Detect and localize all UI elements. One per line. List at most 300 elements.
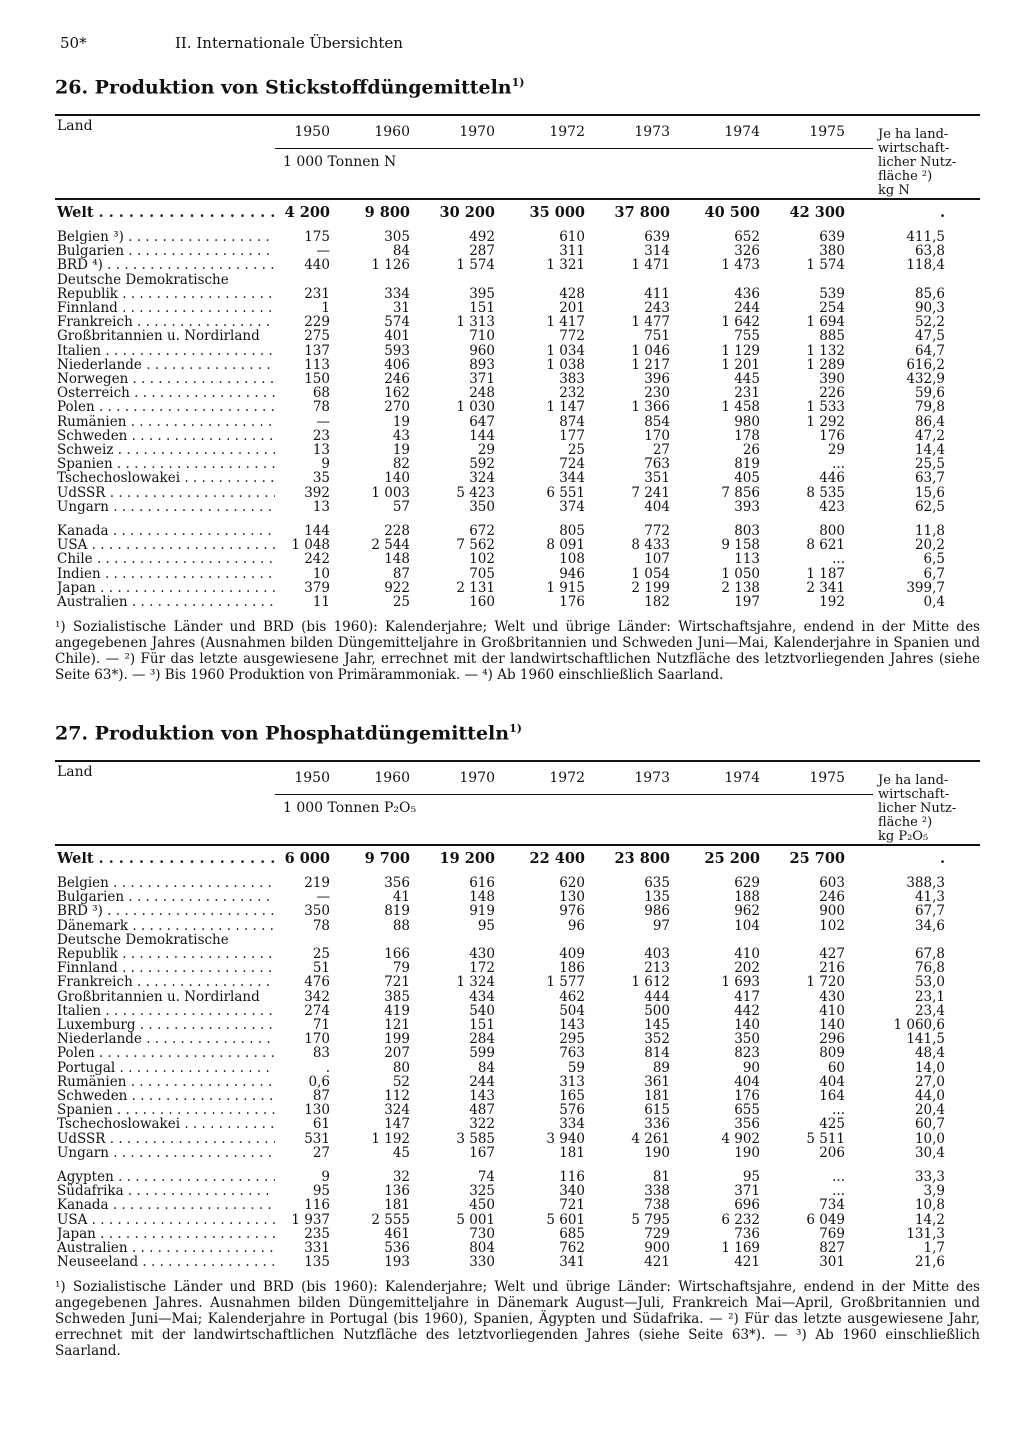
cell-value: 5 795 — [631, 1211, 670, 1228]
column-header-year: 1974 — [724, 770, 760, 786]
table-row — [55, 876, 980, 890]
cell-value: 83 — [312, 1045, 330, 1062]
table-row — [55, 1241, 980, 1255]
per-ha-header-line: fläche ²) — [878, 815, 933, 830]
cell-per-ha: 20,4 — [914, 1102, 945, 1119]
cell-value: 383 — [559, 371, 585, 387]
cell-value: 188 — [734, 889, 760, 906]
cell-value: 30 200 — [439, 204, 495, 221]
cell-value: 32 — [392, 1169, 410, 1185]
cell-value: 322 — [469, 1116, 495, 1133]
country-name: Schweden . . . — [57, 429, 275, 443]
cell-value: 162 — [384, 385, 410, 402]
cell-value: 696 — [734, 1197, 760, 1214]
country-name: Frankreich . . . — [57, 315, 275, 329]
cell-value: 113 — [734, 551, 760, 568]
table-row — [55, 552, 980, 566]
cell-value: 385 — [384, 988, 410, 1005]
table-row — [55, 1046, 980, 1060]
cell-value: 393 — [734, 498, 760, 515]
table-row — [55, 990, 980, 1004]
cell-per-ha: 90,3 — [914, 300, 945, 316]
table-row — [55, 443, 980, 457]
cell-value: 25 — [312, 946, 330, 962]
cell-value: 2 131 — [456, 579, 495, 596]
column-header-year: 1960 — [374, 770, 410, 786]
cell-value: 755 — [734, 328, 760, 345]
cell-value: 130 — [304, 1102, 330, 1119]
table-row — [55, 975, 980, 989]
cell-per-ha: 41,3 — [914, 889, 945, 906]
column-header-year: 1973 — [634, 124, 670, 140]
cell-per-ha: 14,4 — [914, 442, 945, 458]
cell-value: 446 — [819, 470, 845, 487]
cell-value: 593 — [384, 342, 410, 359]
cell-value: 874 — [559, 413, 585, 430]
cell-value: 228 — [384, 523, 410, 539]
cell-value: 144 — [304, 523, 330, 539]
country-name: Ungarn . . . — [57, 500, 275, 514]
cell-per-ha: 30,4 — [914, 1144, 945, 1161]
cell-value: 476 — [304, 974, 330, 991]
cell-value: 919 — [469, 903, 495, 920]
cell-value: 710 — [469, 328, 495, 345]
table-header — [55, 760, 980, 846]
cell-value: 144 — [469, 427, 495, 444]
cell-per-ha: . — [939, 850, 945, 867]
cell-per-ha: 76,8 — [914, 960, 945, 977]
country-name: Finnland . . . — [57, 961, 275, 975]
cell-value: 270 — [384, 399, 410, 416]
cell-value: 150 — [304, 371, 330, 387]
cell-value: 145 — [644, 1017, 670, 1033]
table-title-note: 1) — [509, 722, 522, 735]
cell-value: ... — [832, 1169, 845, 1185]
cell-value: 672 — [469, 523, 495, 539]
country-name: Indien . . . — [57, 567, 275, 581]
cell-value: 772 — [644, 523, 670, 539]
table-row — [55, 1184, 980, 1198]
cell-per-ha: 118,4 — [906, 257, 945, 274]
cell-value: ... — [832, 1102, 845, 1119]
cell-value: 1 477 — [631, 314, 670, 331]
cell-value: 599 — [469, 1045, 495, 1062]
cell-value: 213 — [644, 960, 670, 977]
cell-value: 423 — [819, 498, 845, 515]
cell-value: 922 — [384, 579, 410, 596]
cell-value: 57 — [392, 498, 410, 515]
cell-value: 313 — [559, 1073, 585, 1090]
cell-value: 176 — [819, 427, 845, 444]
cell-value: 434 — [469, 988, 495, 1005]
cell-value: 135 — [644, 889, 670, 906]
country-name: Ungarn . . . — [57, 1146, 275, 1160]
cell-value: 25 — [392, 594, 410, 610]
cell-value: 1 050 — [721, 565, 760, 582]
cell-value: 107 — [644, 551, 670, 568]
cell-value: 371 — [469, 371, 495, 387]
cell-value: 45 — [392, 1144, 410, 1161]
cell-value: 893 — [469, 356, 495, 373]
cell-value: 167 — [469, 1144, 495, 1161]
cell-per-ha: 10,8 — [914, 1197, 945, 1214]
cell-value: 356 — [734, 1116, 760, 1133]
per-ha-header-line: Je ha land- — [878, 773, 949, 788]
cell-value: 116 — [304, 1197, 330, 1214]
cell-value: 430 — [819, 988, 845, 1005]
cell-value: 721 — [384, 974, 410, 991]
country-name: Tschechoslowakei . . . — [57, 471, 275, 485]
cell-value: — — [316, 889, 330, 906]
cell-value: 219 — [304, 875, 330, 891]
cell-value: 1 147 — [546, 399, 585, 416]
cell-value: 405 — [734, 470, 760, 487]
country-name: Belgien . . . — [57, 876, 275, 890]
country-name: Deutsche Demokratische — [57, 932, 229, 947]
cell-value: 331 — [304, 1240, 330, 1256]
cell-value: 411 — [644, 285, 670, 302]
cell-value: 380 — [819, 243, 845, 260]
cell-value: 325 — [469, 1183, 495, 1200]
cell-value: 10 — [312, 565, 330, 582]
country-name: BRD ³) . . . — [57, 904, 275, 918]
cell-value: 88 — [392, 917, 410, 934]
country-name: Schweden . . . — [57, 1089, 275, 1103]
table-body — [55, 200, 980, 613]
cell-per-ha: 131,3 — [906, 1225, 945, 1242]
cell-value: 8 535 — [806, 484, 845, 501]
cell-value: 5 601 — [546, 1211, 585, 1228]
cell-value: 41 — [392, 889, 410, 906]
country-name: USA . . . — [57, 1213, 275, 1227]
table-row — [55, 273, 980, 287]
cell-value: 31 — [392, 300, 410, 316]
cell-value: 450 — [469, 1197, 495, 1214]
cell-value: 946 — [559, 565, 585, 582]
column-header-year: 1970 — [459, 770, 495, 786]
cell-value: 143 — [559, 1017, 585, 1033]
country-name: USA . . . — [57, 538, 275, 552]
table-row — [55, 1255, 980, 1269]
table-row — [55, 1004, 980, 1018]
cell-value: 763 — [644, 456, 670, 473]
cell-value: 738 — [644, 1197, 670, 1214]
cell-value: 1 169 — [721, 1240, 760, 1256]
cell-value: 635 — [644, 875, 670, 891]
cell-per-ha: 34,6 — [914, 917, 945, 934]
cell-value: 615 — [644, 1102, 670, 1119]
cell-value: 1 030 — [456, 399, 495, 416]
cell-value: 340 — [559, 1183, 585, 1200]
country-name: Welt . . . — [57, 206, 275, 220]
country-name: Japan . . . — [57, 1227, 275, 1241]
country-name: Ägypten . . . — [57, 1170, 275, 1184]
cell-value: 175 — [304, 229, 330, 245]
cell-value: 334 — [384, 285, 410, 302]
table-row — [55, 538, 980, 552]
country-name: Südafrika . . . — [57, 1184, 275, 1198]
cell-value: 730 — [469, 1225, 495, 1242]
cell-value: 275 — [304, 328, 330, 345]
cell-value: 620 — [559, 875, 585, 891]
cell-value: 338 — [644, 1183, 670, 1200]
table-row — [55, 315, 980, 329]
cell-value: 819 — [734, 456, 760, 473]
cell-value: 95 — [477, 917, 495, 934]
cell-value: 409 — [559, 946, 585, 962]
unit-rule — [275, 794, 873, 795]
cell-value: 440 — [304, 257, 330, 274]
cell-per-ha: 67,7 — [914, 903, 945, 920]
cell-value: 1 132 — [806, 342, 845, 359]
cell-value: 395 — [469, 285, 495, 302]
cell-value: 61 — [312, 1116, 330, 1133]
cell-value: 295 — [559, 1031, 585, 1048]
table-row — [55, 1132, 980, 1146]
country-name: BRD ⁴) . . . — [57, 258, 275, 272]
cell-value: 178 — [734, 427, 760, 444]
cell-value: 164 — [819, 1088, 845, 1104]
cell-value: 84 — [477, 1059, 495, 1076]
table-title-text: 26. Produktion von Stickstoffdüngemitteln — [55, 76, 512, 99]
table-row — [55, 258, 980, 272]
cell-value: 392 — [304, 484, 330, 501]
cell-value: 410 — [819, 1002, 845, 1019]
cell-value: 147 — [384, 1116, 410, 1133]
cell-value: 135 — [304, 1254, 330, 1271]
cell-per-ha: 53,0 — [914, 974, 945, 991]
cell-per-ha: 616,2 — [906, 356, 945, 373]
country-name: Australien . . . — [57, 1241, 275, 1255]
cell-value: 504 — [559, 1002, 585, 1019]
cell-per-ha: 23,4 — [914, 1002, 945, 1019]
cell-value: 436 — [734, 285, 760, 302]
per-ha-header-line: kg N — [878, 183, 910, 198]
cell-value: 6 000 — [284, 850, 330, 867]
cell-value: 199 — [384, 1031, 410, 1048]
country-name: Großbritannien u. Nordirland — [57, 989, 260, 1004]
cell-value: 421 — [734, 1254, 760, 1271]
column-header-land: Land — [57, 764, 93, 780]
cell-value: 27 — [312, 1144, 330, 1161]
cell-value: 112 — [384, 1088, 410, 1104]
cell-value: 226 — [819, 385, 845, 402]
cell-value: 80 — [392, 1059, 410, 1076]
world-total-row — [55, 852, 980, 866]
cell-value: 82 — [392, 456, 410, 473]
table-row — [55, 358, 980, 372]
cell-value: 462 — [559, 988, 585, 1005]
table-row — [55, 904, 980, 918]
cell-value: 23 — [312, 427, 330, 444]
cell-per-ha: 1,7 — [923, 1240, 945, 1256]
table-row — [55, 890, 980, 904]
cell-value: 1 574 — [456, 257, 495, 274]
cell-value: 7 241 — [631, 484, 670, 501]
table-row — [55, 1018, 980, 1032]
country-name: Rumänien . . . — [57, 1075, 275, 1089]
cell-value: 9 158 — [721, 537, 760, 554]
cell-value: 1 720 — [806, 974, 845, 991]
cell-per-ha: 47,5 — [914, 328, 945, 345]
cell-per-ha: 60,7 — [914, 1116, 945, 1133]
cell-value: 9 — [321, 1169, 330, 1185]
cell-per-ha: 23,1 — [914, 988, 945, 1005]
table-row — [55, 1117, 980, 1131]
table-body — [55, 846, 980, 1273]
cell-value: 724 — [559, 456, 585, 473]
cell-value: 23 800 — [614, 850, 670, 867]
cell-value: — — [316, 413, 330, 430]
cell-value: 192 — [819, 594, 845, 610]
table-row — [55, 1032, 980, 1046]
cell-value: 809 — [819, 1045, 845, 1062]
cell-value: 244 — [469, 1073, 495, 1090]
cell-value: 854 — [644, 413, 670, 430]
cell-value: 639 — [819, 229, 845, 245]
country-name: Großbritannien u. Nordirland — [57, 329, 260, 344]
country-name: Italien . . . — [57, 1004, 275, 1018]
cell-value: 371 — [734, 1183, 760, 1200]
cell-value: 444 — [644, 988, 670, 1005]
footnote: ¹) Sozialistische Länder und BRD (bis 1960): Kalenderjahre; Welt und übrige Länder: Wirtschaftsjahre, endend in der Mitte des angegebenen Jahres. Ausnahmen bilden Düngemitteljahre in Dänemark August—Juli, Frankreich Mai—April, Großbritannien und Schweden Juni—Mai; Kalenderjahre in Portugal (bis 1960), Spanien, Ägypten und Südafrika. — ²) Für das letzte ausgewiesene Jahr, errechnet mit der landwirtschaftlichen Nutzfläche des letztvorliegenden Jahres (siehe Seite 63*). — ³) Ab 1960 einschließlich Saarland. — [55, 1279, 980, 1360]
country-name: Spanien . . . — [57, 457, 275, 471]
cell-value: 102 — [469, 551, 495, 568]
cell-value: 5 001 — [456, 1211, 495, 1228]
column-header-per-ha — [878, 774, 978, 844]
cell-value: 22 400 — [529, 850, 585, 867]
cell-value: 610 — [559, 229, 585, 245]
per-ha-header-line: licher Nutz- — [878, 155, 957, 170]
cell-value: — — [316, 243, 330, 260]
cell-per-ha: 63,8 — [914, 243, 945, 260]
cell-value: 52 — [392, 1073, 410, 1090]
country-name: Luxemburg . . . — [57, 1018, 275, 1032]
cell-value: 445 — [734, 371, 760, 387]
per-ha-header-line: wirtschaft- — [878, 141, 950, 156]
cell-value: 616 — [469, 875, 495, 891]
column-header-land: Land — [57, 118, 93, 134]
cell-value: 232 — [559, 385, 585, 402]
country-name: Polen . . . — [57, 1046, 275, 1060]
table-row — [55, 457, 980, 471]
table-title-note: 1) — [511, 76, 525, 89]
table-row — [55, 486, 980, 500]
table-row — [55, 1146, 980, 1160]
cell-value: 96 — [567, 917, 585, 934]
cell-value: 301 — [819, 1254, 845, 1271]
cell-value: 8 433 — [631, 537, 670, 554]
cell-value: 71 — [312, 1017, 330, 1033]
cell-value: 95 — [312, 1183, 330, 1200]
table-row — [55, 567, 980, 581]
cell-value: 334 — [559, 1116, 585, 1133]
cell-value: 130 — [559, 889, 585, 906]
cell-value: 417 — [734, 988, 760, 1005]
cell-value: 102 — [819, 917, 845, 934]
cell-value: 244 — [734, 300, 760, 316]
cell-value: 181 — [559, 1144, 585, 1161]
column-header-year: 1974 — [724, 124, 760, 140]
cell-per-ha: 3,9 — [923, 1183, 945, 1200]
cell-value: 1 034 — [546, 342, 585, 359]
page-header — [60, 30, 960, 54]
cell-value: 242 — [304, 551, 330, 568]
cell-value: ... — [832, 456, 845, 473]
cell-value: 885 — [819, 328, 845, 345]
cell-per-ha: 14,0 — [914, 1059, 945, 1076]
cell-value: 350 — [734, 1031, 760, 1048]
cell-per-ha: 6,5 — [923, 551, 945, 568]
cell-value: 1 046 — [631, 342, 670, 359]
cell-value: 769 — [819, 1225, 845, 1242]
cell-value: 960 — [469, 342, 495, 359]
column-header-year: 1975 — [809, 770, 845, 786]
cell-value: ... — [832, 551, 845, 568]
cell-value: 113 — [304, 356, 330, 373]
country-name: UdSSR . . . — [57, 1132, 275, 1146]
cell-value: 734 — [819, 1197, 845, 1214]
cell-value: 1 292 — [806, 413, 845, 430]
cell-value: 5 423 — [456, 484, 495, 501]
cell-value: 1 417 — [546, 314, 585, 331]
cell-value: 231 — [734, 385, 760, 402]
cell-value: 37 800 — [614, 204, 670, 221]
cell-value: 170 — [304, 1031, 330, 1048]
cell-value: 500 — [644, 1002, 670, 1019]
table-row — [55, 919, 980, 933]
cell-per-ha: 63,7 — [914, 470, 945, 487]
table-row — [55, 1075, 980, 1089]
cell-value: 1 458 — [721, 399, 760, 416]
cell-value: 27 — [652, 442, 670, 458]
country-name: Portugal . . . — [57, 1061, 275, 1075]
cell-value: 379 — [304, 579, 330, 596]
cell-value: 350 — [469, 498, 495, 515]
cell-value: 406 — [384, 356, 410, 373]
page-number: 50* — [60, 34, 87, 52]
country-name: Kanada . . . — [57, 1198, 275, 1212]
country-name: Tschechoslowakei . . . — [57, 1117, 275, 1131]
cell-value: 1 313 — [456, 314, 495, 331]
cell-value: 193 — [384, 1254, 410, 1271]
cell-per-ha: 67,8 — [914, 946, 945, 962]
cell-value: 639 — [644, 229, 670, 245]
cell-value: 7 562 — [456, 537, 495, 554]
table-row — [55, 595, 980, 609]
table-row — [55, 372, 980, 386]
cell-value: 274 — [304, 1002, 330, 1019]
unit-label: 1 000 Tonnen P₂O₅ — [283, 800, 417, 816]
cell-value: 29 — [477, 442, 495, 458]
per-ha-header-line: Je ha land- — [878, 127, 949, 142]
cell-value: 410 — [734, 946, 760, 962]
table-row — [55, 933, 980, 947]
table-row — [55, 429, 980, 443]
cell-value: 1 915 — [546, 579, 585, 596]
cell-value: 13 — [312, 442, 330, 458]
cell-value: 29 — [827, 442, 845, 458]
country-name: Bulgarien . . . — [57, 244, 275, 258]
cell-value: 190 — [734, 1144, 760, 1161]
cell-per-ha: 6,7 — [923, 565, 945, 582]
cell-value: 341 — [559, 1254, 585, 1271]
cell-value: 25 700 — [789, 850, 845, 867]
table-title — [55, 722, 980, 752]
cell-value: 8 091 — [546, 537, 585, 554]
cell-value: 87 — [392, 565, 410, 582]
cell-per-ha: 141,5 — [906, 1031, 945, 1048]
